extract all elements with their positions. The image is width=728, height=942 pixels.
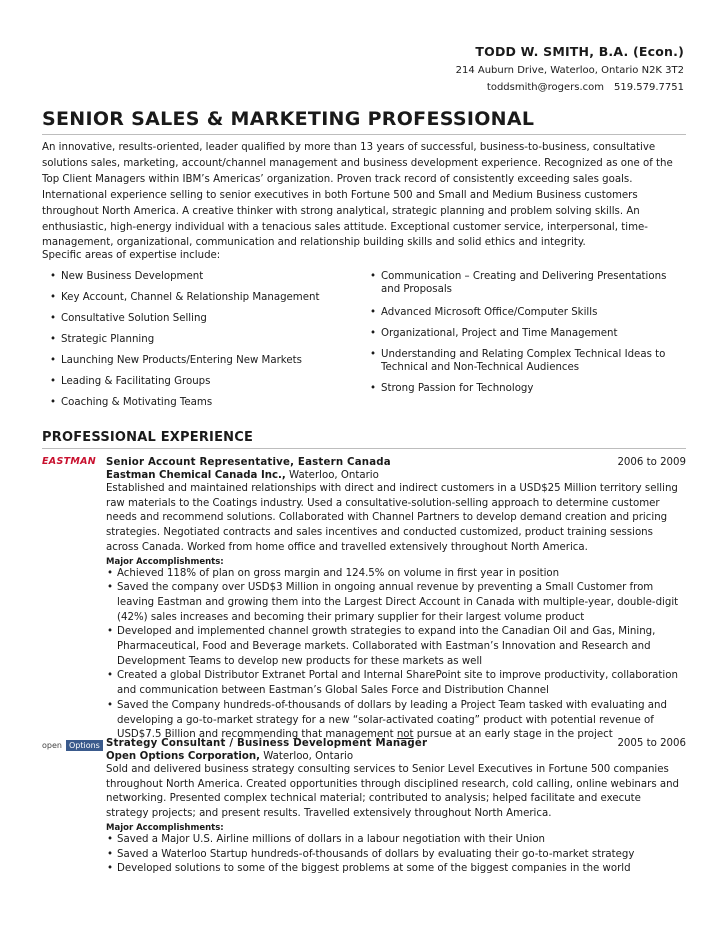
accomplishment-item: • Developed and implemented channel growth strategies to expand into the Canadian Oil and Gas, Mining, Pharmaceutical, Food and Beverage markets. Collaborated with Eastman’s Innovation and Research and Development Teams to develop new products for these markets as well [107,626,656,667]
accomplishments-heading: Major Accomplishments: [106,822,224,833]
eastman-logo: EASTMAN [42,456,97,467]
accomplishment-item: • Developed solutions to some of the biggest problems at some of the biggest companies in the world [107,863,631,875]
accomplishment-item: • Achieved 118% of plan on gross margin and 124.5% on volume in first year in position [107,567,560,579]
email-link[interactable]: toddsmith@rogers.com [486,82,605,93]
phone-number: 519.579.7751 [614,82,684,93]
expertise-item: • Understanding and Relating Complex Technical Ideas to Technical and Non-Technical Audiences [370,349,666,373]
job-company: Open Options Corporation, Waterloo, Ontario [106,751,354,762]
experience-heading: PROFESSIONAL EXPERIENCE [42,430,254,445]
accomplishments-list [106,833,686,877]
expertise-item: • New Business Development [50,271,204,282]
expertise-item: • Coaching & Motivating Teams [50,397,213,408]
expertise-item: • Consultative Solution Selling [50,313,207,324]
open-options-logo: open Options [42,741,103,750]
expertise-item: • Launching New Products/Entering New Markets [50,355,302,366]
accomplishment-item: • Saved a Major U.S. Airline millions of dollars in a labour negotiation with their Union [107,833,546,845]
expertise-item: • Strong Passion for Technology [370,383,534,394]
candidate-name: TODD W. SMITH, B.A. (Econ.) [475,44,684,59]
job-role: Senior Account Representative, Eastern Canada [106,457,391,468]
expertise-item: • Strategic Planning [50,334,155,345]
job-entry [106,738,686,877]
job-entry [106,457,686,743]
expertise-item: • Communication – Creating and Delivering Presentations and Proposals [370,271,667,295]
job-dates: 2006 to 2009 [617,457,686,468]
address: 214 Auburn Drive, Waterloo, Ontario N2K 3T2 [455,65,684,76]
divider [42,448,686,449]
accomplishment-item: • Saved the company over USD$3 Million in ongoing annual revenue by preventing a Small Customer from leaving Eastman and growing them into the Largest Direct Account in Canada with multiple-year, double-digit (42%) sales increases and becoming their primary supplier for their largest volume product [107,582,679,623]
job-dates: 2005 to 2006 [617,738,686,749]
contact-header [456,44,684,93]
resume-title: SENIOR SALES & MARKETING PROFESSIONAL [42,108,535,130]
job-role: Strategy Consultant / Business Development Manager [106,738,428,749]
accomplishment-item: • Created a global Distributor Extranet Portal and Internal SharePoint site to improve productivity, collaboration and communication between Eastman’s Global Sales Force and Distribution Channel [107,670,678,697]
job-description: Sold and delivered business strategy consulting services to Senior Level Executives in Fortune 500 companies throughout North America. Created opportunities through disciplined research, cold calling, online webinars and networking. Presented complex technical material; contributed to analysis; helped facilitate and execute strategy projects; and present results. Travelled extensively throughout North America. [106,764,680,820]
expertise-item: • Advanced Microsoft Office/Computer Skills [370,307,598,318]
summary-paragraph: An innovative, results-oriented, leader qualified by more than 13 years of successful, business-to-business, consultative solutions sales, marketing, account/channel management and business development experience. Recognized as one of the Top Client Managers within IBM’s Americas’ organization. Proven track record of consistently exceeding sales goals. International experience selling to senior executives in both Fortune 500 and Small and Medium Business customers throughout North America. A creative thinker with strong analytical, strategic planning and problem solving skills. An enthusiastic, high-energy individual with a tenacious sales attitude. Exceptional customer service, interpersonal, time-management, organizational, communication and relationship building skills and solid ethics and integrity. [42,142,673,249]
expertise-item: • Organizational, Project and Time Management [370,328,618,339]
accomplishments-list [106,567,686,743]
accomplishment-item: • Saved a Waterloo Startup hundreds-of-thousands of dollars by evaluating their go-to-market strategy [107,848,635,860]
accomplishments-heading: Major Accomplishments: [106,556,224,567]
divider [42,134,686,135]
job-description: Established and maintained relationships with direct and indirect customers in a USD$25 Million territory selling raw materials to the Coatings industry. Used a consultative-solution-selling approach to determine customer needs and recommend solutions. Collaborated with Channel Partners to develop demand creation and pricing strategies. Negotiated contracts and sales incentives and conducted customized, product training sessions across Canada. Worked from home office and travelled extensively throughout North America. [106,483,678,553]
job-company: Eastman Chemical Canada Inc., Waterloo, Ontario [106,470,379,481]
accomplishment-item: • Saved the Company hundreds-of-thousands of dollars by leading a Project Team tasked with evaluating and developing a go-to-market strategy for a new “solar-activated coating” product with potential revenue of USD$7.5 Billion and recommending that management not pursue at an early stage in the project [107,699,667,741]
expertise-item: • Key Account, Channel & Relationship Management [50,292,320,303]
expertise-item: • Leading & Facilitating Groups [50,376,211,387]
contact-line [456,82,684,93]
areas-intro: Specific areas of expertise include: [42,250,221,261]
